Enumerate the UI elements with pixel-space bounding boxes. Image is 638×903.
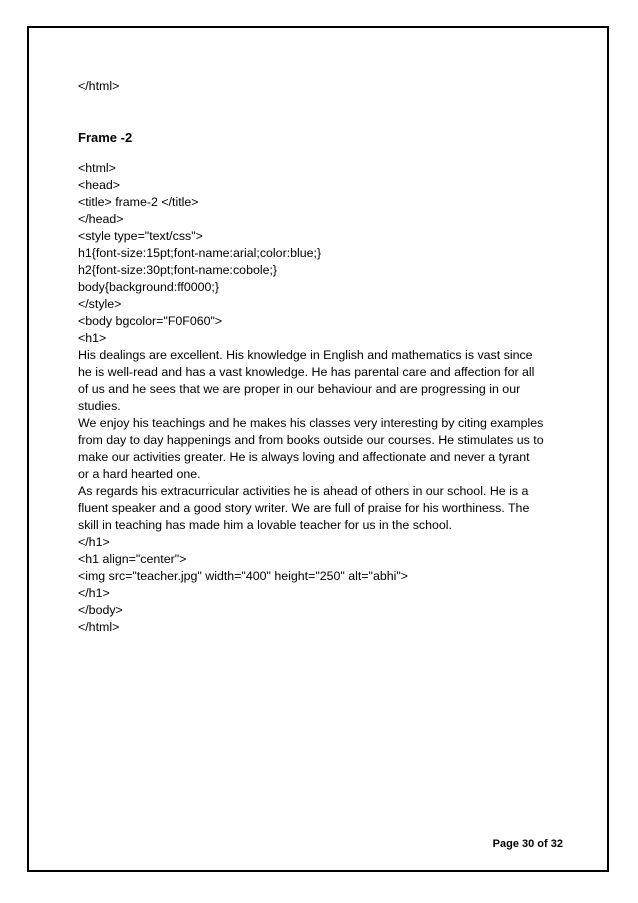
paragraph-line: he is well-read and has a vast knowledge. He has parental care and affection for all bbox=[78, 365, 535, 379]
code-line: </head> bbox=[78, 212, 124, 226]
code-line: </h1> bbox=[78, 586, 110, 600]
code-block-head bbox=[78, 160, 568, 347]
code-line: body{background:ff0000;} bbox=[78, 280, 220, 294]
paragraph-line: make our activities greater. He is always loving and affectionate and never a tyrant bbox=[78, 450, 530, 464]
code-line: </h1> bbox=[78, 535, 110, 549]
code-line: </style> bbox=[78, 297, 122, 311]
code-line: <body bgcolor="F0F060"> bbox=[78, 314, 223, 328]
paragraph-text bbox=[78, 347, 568, 534]
code-line: <head> bbox=[78, 178, 121, 192]
code-line: <img src="teacher.jpg" width="400" height="250" alt="abhi"> bbox=[78, 569, 409, 583]
closing-html-tag: </html> bbox=[78, 79, 120, 93]
section-heading: Frame -2 bbox=[78, 130, 133, 145]
code-block-tail bbox=[78, 534, 568, 636]
paragraph-line: His dealings are excellent. His knowledge in English and mathematics is vast since bbox=[78, 348, 533, 362]
document-body bbox=[78, 78, 568, 636]
code-line: <h1 align="center"> bbox=[78, 552, 187, 566]
code-line: h2{font-size:30pt;font-name:cobole;} bbox=[78, 263, 278, 277]
code-line: <title> frame-2 </title> bbox=[78, 195, 199, 209]
paragraph-line: We enjoy his teachings and he makes his classes very interesting by citing examples bbox=[78, 416, 544, 430]
paragraph-line: or a hard hearted one. bbox=[78, 467, 201, 481]
code-line: h1{font-size:15pt;font-name:arial;color:blue;} bbox=[78, 246, 322, 260]
code-line: <style type="text/css"> bbox=[78, 229, 203, 243]
page-number: Page 30 of 32 bbox=[492, 838, 563, 850]
code-line: </html> bbox=[78, 620, 120, 634]
paragraph-line: studies. bbox=[78, 399, 121, 413]
paragraph-line: from day to day happenings and from books outside our courses. He stimulates us to bbox=[78, 433, 544, 447]
code-line: <h1> bbox=[78, 331, 107, 345]
code-line: </body> bbox=[78, 603, 123, 617]
paragraph-line: fluent speaker and a good story writer. We are full of praise for his worthiness. The bbox=[78, 501, 530, 515]
paragraph-line: skill in teaching has made him a lovable teacher for us in the school. bbox=[78, 518, 452, 532]
paragraph-line: As regards his extracurricular activities he is ahead of others in our school. He is a bbox=[78, 484, 529, 498]
code-line: <html> bbox=[78, 161, 116, 175]
paragraph-line: of us and he sees that we are proper in our behaviour and are progressing in our bbox=[78, 382, 521, 396]
